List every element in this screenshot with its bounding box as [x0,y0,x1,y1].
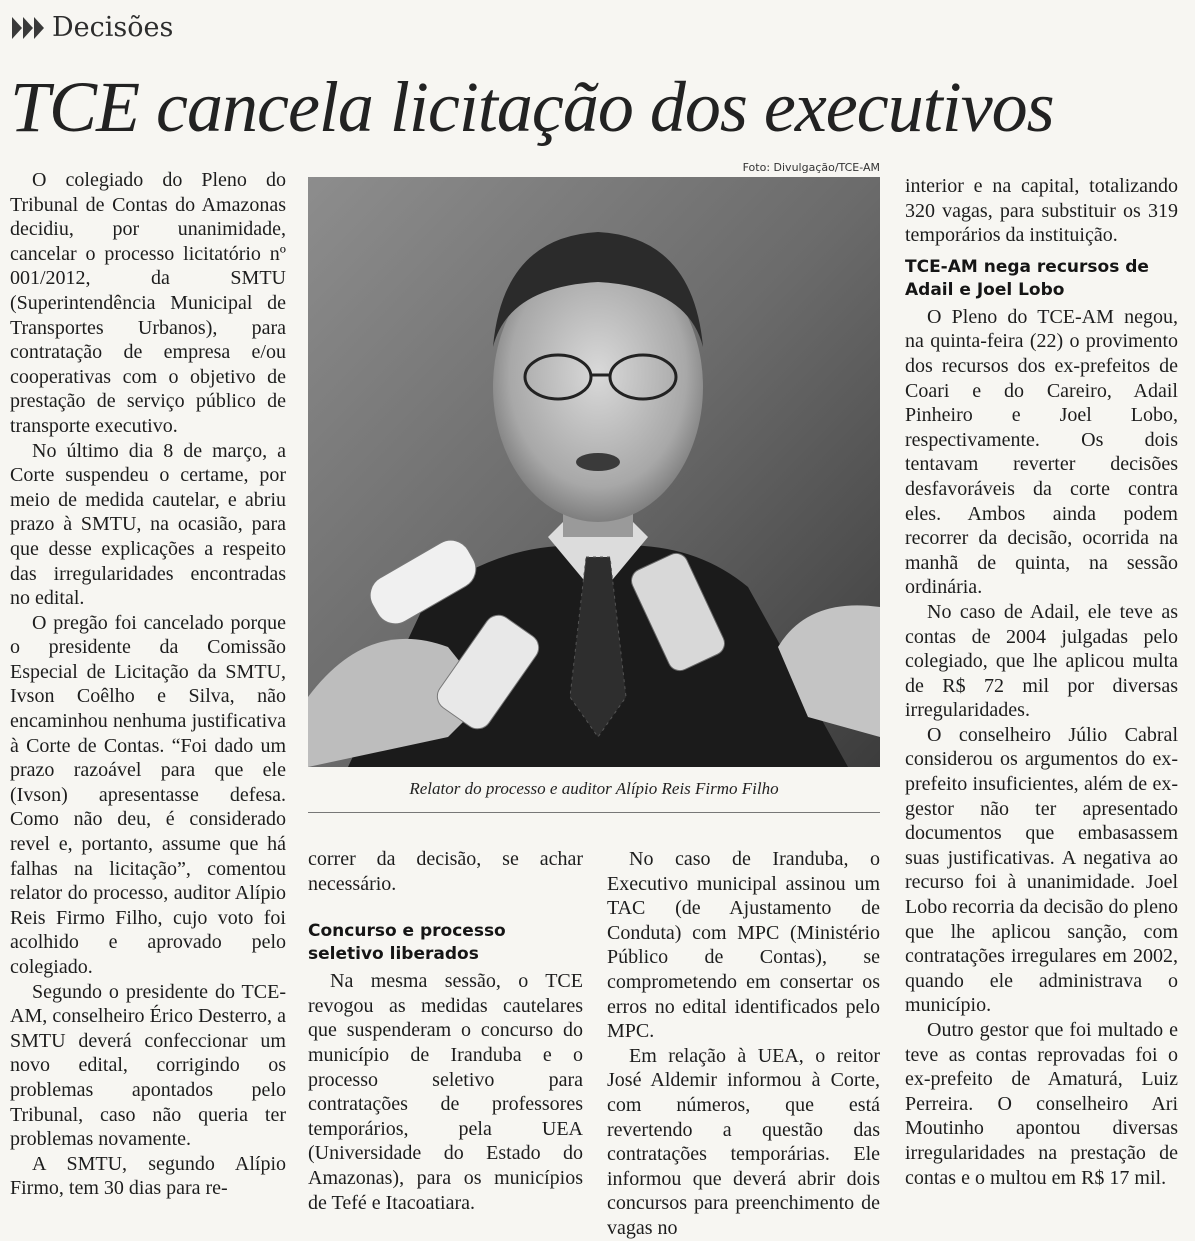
paragraph: No último dia 8 de março, a Corte suspendeu o certame, por meio de medida cautelar, e abriu prazo à SMTU, na ocasião, para que desse explicações a respeito das irregularidades encontradas no edital. [10,439,286,610]
article-column-3 [607,847,880,1241]
chevron-right-icon [12,17,44,39]
photo-credit: Foto: Divulgação/TCE-AM [742,161,880,174]
divider [308,812,880,813]
paragraph: Em relação à UEA, o reitor José Aldemir informou à Corte, com números, que está revertendo a questão das contratações temporárias. Ele informou que deverá abrir dois concursos para preenchimento de vagas no [607,1044,880,1239]
paragraph: No caso de Adail, ele teve as contas de 2004 julgadas pelo colegiado, que lhe aplicou multa de R$ 72 mil por diversas irregularidades. [905,600,1178,722]
paragraph: No caso de Iranduba, o Executivo municipal assinou um TAC (de Ajustamento de Conduta) com MPC (Ministério Público de Contas), se comprometendo em consertar os erros no edital identificados pelo MPC. [607,848,880,1043]
headline: TCE cancela licitação dos executivos [10,67,1054,147]
paragraph: O pregão foi cancelado porque o presidente da Comissão Especial de Licitação da SMTU, Ivson Coêlho e Silva, não encaminhou nenhuma justificativa à Corte de Contas. “Foi dado um prazo razoável para que ele (Ivson) apresentasse defesa. Como não deu, é considerado revel e, portanto, assume que há falhas na licitação”, comentou relator do processo, auditor Alípio Reis Firmo Filho, cujo voto foi acolhido e aprovado pelo colegiado. [10,611,286,978]
subheading: Concurso e processo seletivo liberados [308,921,506,965]
paragraph: O conselheiro Júlio Cabral considerou os argumentos do ex-prefeito insuficientes, além de ex-gestor não ter apresentado documentos que embasassem suas justificativas. A negativa ao recurso foi à unanimidade. Joel Lobo recorria da decisão do pleno que lhe aplicou sanção, com contratações irregulares em 2002, quando ele administrava o município. [905,723,1178,1017]
news-photo [308,177,880,767]
article-column-4 [905,174,1178,1190]
paragraph: Na mesma sessão, o TCE revogou as medidas cautelares que suspenderam o concurso do município de Iranduba e o processo seletivo para contratações de professores temporários, pela UEA (Universidade do Estado do Amazonas), para os municípios de Tefé e Itacoatiara. [308,970,583,1214]
paragraph: O Pleno do TCE-AM negou, na quinta-feira (22) o provimento dos recursos dos ex-prefeitos de Coari e do Careiro, Adail Pinheiro e Joel Lobo, respectivamente. Os dois tentavam reverter decisões desfavoráveis da corte contra eles. Ambos ainda podem recorrer da decisão, ocorrida na manhã de quinta, na sessão ordinária. [905,305,1178,599]
paragraph: Outro gestor que foi multado e teve as contas reprovadas foi o ex-prefeito de Amaturá, Luiz Perreira. O conselheiro Ari Moutinho apontou diversas irregularidades na prestação de contas e o multou em R$ 17 mil. [905,1019,1178,1189]
section-tag [12,12,173,43]
paragraph: A SMTU, segundo Alípio Firmo, tem 30 dias para re- [10,1152,286,1200]
article-column-1 [10,168,286,1201]
paragraph: Segundo o presidente do TCE-AM, conselheiro Érico Desterro, a SMTU deverá confeccionar um novo edital, corrigindo os problemas apontados pelo Tribunal, caso não queria ter problemas novamente. [10,980,286,1151]
paragraph: O colegiado do Pleno do Tribunal de Contas do Amazonas decidiu, por unanimidade, cancelar o processo licitatório nº 001/2012, da SMTU (Superintendência Municipal de Transportes Urbanos), para contratação de empresa e/ou cooperativas com o objetivo de prestação de serviço público de transporte executivo. [10,169,286,437]
paragraph: correr da decisão, se achar necessário. [308,848,583,895]
subheading: TCE-AM nega recursos de Adail e Joel Lobo [905,256,1149,300]
section-label: Decisões [52,12,174,43]
article-column-2 [308,847,583,1215]
paragraph: interior e na capital, totalizando 320 vagas, para substituir os 319 temporários da instituição. [905,175,1178,247]
photo-caption: Relator do processo e auditor Alípio Reis Firmo Filho [409,779,779,798]
photo-illustration [308,177,880,767]
